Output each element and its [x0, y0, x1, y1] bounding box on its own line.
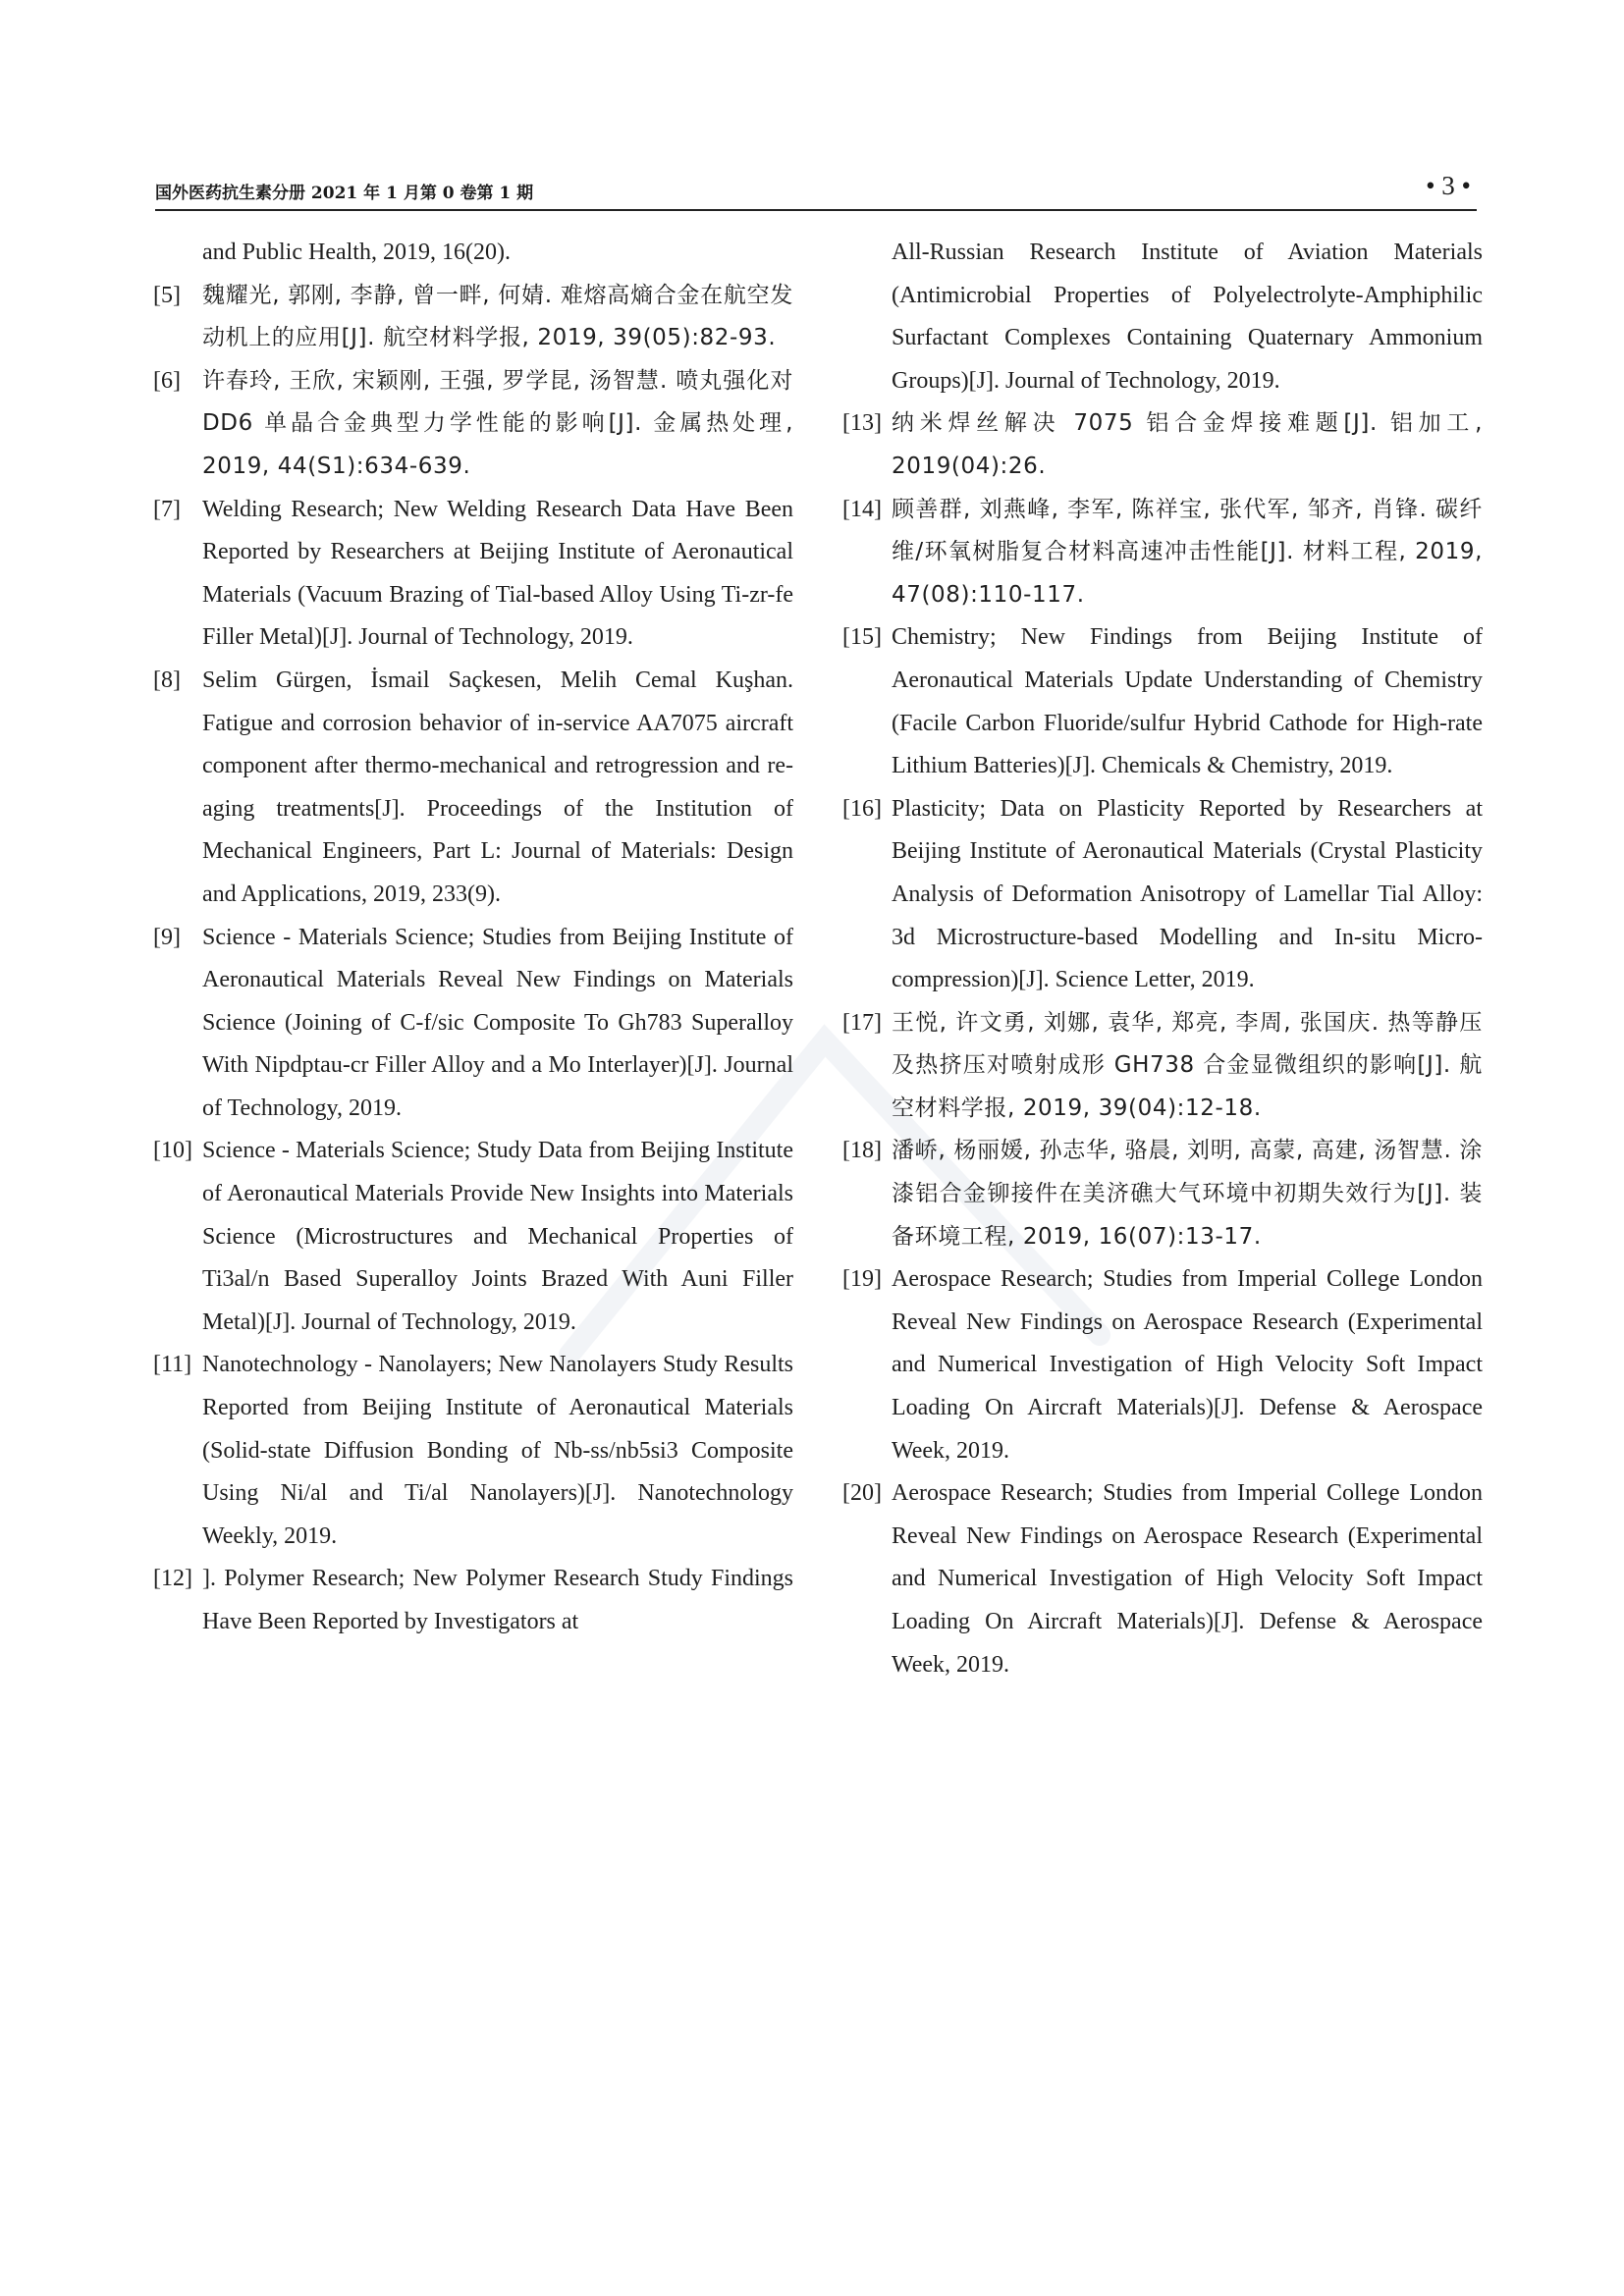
- reference-item: [153, 360, 793, 489]
- reference-text: Science - Materials Science; Study Data from Beijing Institute of Aeronautical Materials Provide New Insights into Materials Science (Microstructures and Mechanical Properties of Ti3al/n Based Superalloy Joints Brazed With Auni Filler Metal)[J]. Journal of Technology, 2019.: [202, 1138, 793, 1335]
- reference-number: [7]: [153, 496, 181, 522]
- reference-number: [19]: [842, 1266, 882, 1293]
- reference-number: [17]: [842, 1009, 882, 1036]
- reference-item: [153, 660, 793, 917]
- reference-number: [18]: [842, 1138, 882, 1164]
- reference-item: [153, 489, 793, 660]
- reference-text: 许春玲, 王欣, 宋颖刚, 王强, 罗学昆, 汤智慧. 喷丸强化对 DD6 单晶合金典型力学性能的影响[J]. 金属热处理, 2019, 44(S1):634-639.: [202, 367, 793, 479]
- reference-item: [153, 917, 793, 1131]
- reference-column-right: [842, 232, 1483, 1686]
- reference-text: Plasticity; Data on Plasticity Reported by Researchers at Beijing Institute of Aeronautical Materials (Crystal Plasticity Analysis of Deformation Anisotropy of Lamellar Tial Alloy: 3d Microstructure-based Modelling and In-situ Micro-compression)[J]. Science Letter, 2019.: [892, 795, 1483, 993]
- reference-item: [153, 232, 793, 275]
- reference-text: Aerospace Research; Studies from Imperial College London Reveal New Findings on Aerospace Research (Experimental and Numerical Investigation of High Velocity Soft Impact Loading On Aircraft Materials)[J]. Defense & Aerospace Week, 2019.: [892, 1480, 1483, 1678]
- reference-number: [15]: [842, 624, 882, 651]
- reference-item: [153, 275, 793, 360]
- reference-column-left: [153, 232, 793, 1644]
- reference-item: [153, 1558, 793, 1643]
- reference-number: [9]: [153, 924, 181, 950]
- reference-item: [842, 1002, 1483, 1131]
- reference-item: [842, 788, 1483, 1002]
- reference-text: Nanotechnology - Nanolayers; New Nanolayers Study Results Reported from Beijing Institute of Aeronautical Materials (Solid-state Diffusion Bonding of Nb-ss/nb5si3 Composite Using Ni/al and Ti/al Nanolayers)[J]. Nanotechnology Weekly, 2019.: [202, 1352, 793, 1549]
- reference-item: [153, 1130, 793, 1344]
- reference-number: [10]: [153, 1138, 192, 1164]
- reference-text: ]. Polymer Research; New Polymer Research Study Findings Have Been Reported by Investigators at: [202, 1566, 793, 1634]
- reference-item: [842, 1472, 1483, 1686]
- page-number: • 3 •: [1426, 171, 1471, 200]
- reference-text: 魏耀光, 郭刚, 李静, 曾一畔, 何婧. 难熔高熵合金在航空发动机上的应用[J]. 航空材料学报, 2019, 39(05):82-93.: [202, 282, 793, 351]
- reference-text: Chemistry; New Findings from Beijing Institute of Aeronautical Materials Update Understanding of Chemistry (Facile Carbon Fluoride/sulfur Hybrid Cathode for High-rate Lithium Batteries)[J]. Chemicals & Chemistry, 2019.: [892, 624, 1483, 779]
- reference-number: [8]: [153, 667, 181, 693]
- journal-title: 国外医药抗生素分册 2021 年 1 月第 0 卷第 1 期: [155, 184, 534, 203]
- reference-number: [6]: [153, 367, 181, 394]
- reference-number: [16]: [842, 795, 882, 822]
- reference-item: [153, 1344, 793, 1558]
- reference-number: [5]: [153, 282, 181, 308]
- reference-number: [20]: [842, 1480, 882, 1507]
- reference-item: [842, 489, 1483, 617]
- reference-text: Selim Gürgen, İsmail Saçkesen, Melih Cemal Kuşhan. Fatigue and corrosion behavior of in-service AA7075 aircraft component after thermo-mechanical and retrogression and re-aging treatments[J]. Proceedings of the Institution of Mechanical Engineers, Part L: Journal of Materials: Design and Applications, 2019, 233(9).: [202, 667, 793, 907]
- reference-number: [11]: [153, 1352, 192, 1378]
- reference-text: 纳米焊丝解决 7075 铝合金焊接难题[J]. 铝加工, 2019(04):26.: [892, 410, 1483, 479]
- reference-item: [842, 616, 1483, 787]
- reference-item: [842, 1130, 1483, 1258]
- reference-number: [13]: [842, 410, 882, 437]
- reference-text: 王悦, 许文勇, 刘娜, 袁华, 郑亮, 李周, 张国庆. 热等静压及热挤压对喷射成形 GH738 合金显微组织的影响[J]. 航空材料学报, 2019, 39(04):12-18.: [892, 1009, 1483, 1121]
- reference-text: and Public Health, 2019, 16(20).: [202, 240, 511, 265]
- running-head: [155, 171, 1477, 214]
- reference-text: All-Russian Research Institute of Aviation Materials (Antimicrobial Properties of Polyelectrolyte-Amphiphilic Surfactant Complexes Containing Quaternary Ammonium Groups)[J]. Journal of Technology, 2019.: [892, 240, 1483, 394]
- reference-text: 潘峤, 杨丽媛, 孙志华, 骆晨, 刘明, 高蒙, 高建, 汤智慧. 涂漆铝合金铆接件在美济礁大气环境中初期失效行为[J]. 装备环境工程, 2019, 16(07):13-17.: [892, 1138, 1483, 1250]
- reference-text: 顾善群, 刘燕峰, 李军, 陈祥宝, 张代军, 邹齐, 肖锋. 碳纤维/环氧树脂复合材料高速冲击性能[J]. 材料工程, 2019, 47(08):110-117.: [892, 496, 1483, 608]
- reference-item: [842, 402, 1483, 488]
- reference-item: [842, 1258, 1483, 1472]
- reference-text: Science - Materials Science; Studies from Beijing Institute of Aeronautical Materials Reveal New Findings on Materials Science (Joining of C-f/sic Composite To Gh783 Superalloy With Nipdptau-cr Filler Alloy and a Mo Interlayer)[J]. Journal of Technology, 2019.: [202, 924, 793, 1121]
- reference-text: Aerospace Research; Studies from Imperial College London Reveal New Findings on Aerospace Research (Experimental and Numerical Investigation of High Velocity Soft Impact Loading On Aircraft Materials)[J]. Defense & Aerospace Week, 2019.: [892, 1266, 1483, 1464]
- header-rule: [155, 209, 1477, 211]
- reference-item: [842, 232, 1483, 402]
- reference-number: [14]: [842, 496, 882, 522]
- reference-number: [12]: [153, 1566, 192, 1592]
- reference-text: Welding Research; New Welding Research Data Have Been Reported by Researchers at Beijing Institute of Aeronautical Materials (Vacuum Brazing of Tial-based Alloy Using Ti-zr-fe Filler Metal)[J]. Journal of Technology, 2019.: [202, 496, 793, 651]
